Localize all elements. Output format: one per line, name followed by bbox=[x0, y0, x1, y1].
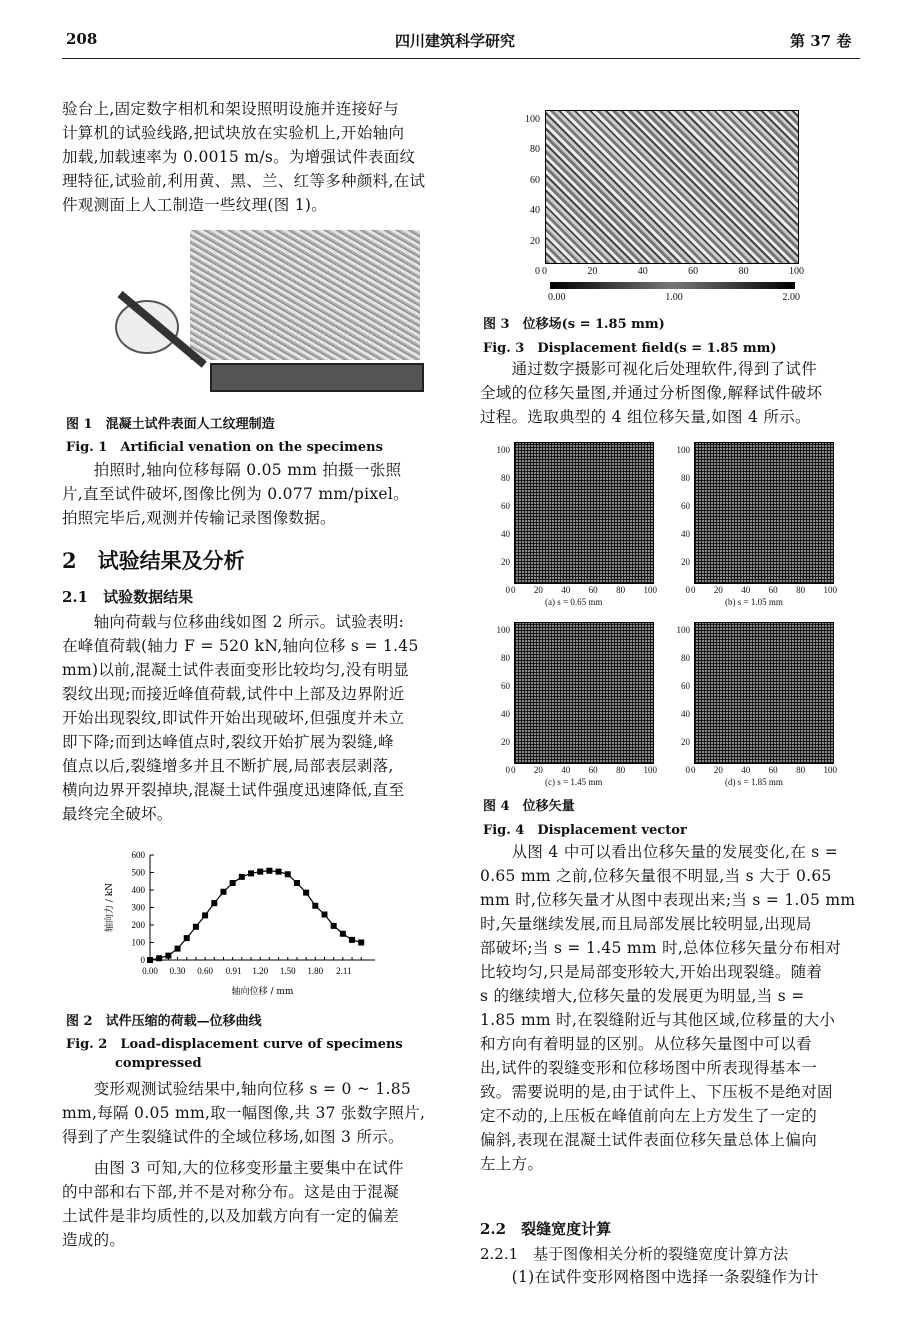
tick-label: 0 bbox=[505, 765, 510, 775]
data-point bbox=[175, 946, 181, 952]
tick-label: 80 bbox=[616, 765, 626, 775]
tick-label: 0 bbox=[685, 765, 690, 775]
page-number: 208 bbox=[66, 30, 98, 48]
text-line: 拍照完毕后,观测并传输记录图像数据。 bbox=[62, 509, 336, 527]
data-point bbox=[294, 880, 300, 886]
tick-label: 40 bbox=[637, 266, 648, 277]
data-point bbox=[193, 924, 199, 930]
vector-panel bbox=[490, 620, 660, 800]
x-ticks bbox=[691, 585, 837, 595]
tick-label: 20 bbox=[533, 585, 543, 595]
text-line: 0.65 mm 之前,位移矢量很不明显,当 s 大于 0.65 bbox=[480, 867, 832, 885]
x-tick-label: 0.00 bbox=[142, 966, 158, 976]
tick-label: 80 bbox=[796, 585, 806, 595]
panel-subcaption: (c) s = 1.45 mm bbox=[545, 777, 603, 787]
data-point bbox=[230, 880, 236, 886]
text-line: 由图 3 可知,大的位移变形量主要集中在试件 bbox=[62, 1159, 404, 1177]
data-point bbox=[358, 940, 364, 946]
text-line: (1)在试件变形网格图中选择一条裂缝作为计 bbox=[480, 1268, 819, 1286]
tick-label: 40 bbox=[561, 585, 571, 595]
fig3-yticks bbox=[520, 105, 540, 287]
data-point bbox=[349, 937, 355, 943]
y-tick-label: 300 bbox=[131, 902, 145, 913]
x-tick-label: 2.11 bbox=[336, 966, 352, 976]
text-line: 比较均匀,只是局部变形较大,开始出现裂缝。随着 bbox=[480, 963, 823, 981]
right-paragraph-2 bbox=[480, 840, 855, 1176]
panel-subcaption: (d) s = 1.85 mm bbox=[725, 777, 783, 787]
data-point bbox=[220, 889, 226, 895]
text-line: 理特征,试验前,利用黄、黑、兰、红等多种颜料,在试 bbox=[62, 172, 426, 190]
y-tick-label: 100 bbox=[131, 937, 145, 948]
tick-label: 80 bbox=[796, 765, 806, 775]
fig3-colorbar bbox=[550, 282, 795, 289]
text-line: 致。需要说明的是,由于试件上、下压板不是绝对固 bbox=[480, 1083, 833, 1101]
tick-label: 20 bbox=[713, 585, 723, 595]
data-point bbox=[303, 890, 309, 896]
tick-label: 60 bbox=[588, 765, 598, 775]
tick-label: 20 bbox=[501, 737, 510, 747]
vector-panel bbox=[670, 440, 840, 620]
tick-label: 100 bbox=[643, 765, 657, 775]
text-line: 得到了产生裂缝试件的全域位移场,如图 3 所示。 bbox=[62, 1128, 404, 1146]
left-paragraph-4 bbox=[62, 1077, 425, 1149]
text-line: 出,试件的裂缝变形和位移场图中所表现得基本一 bbox=[480, 1059, 818, 1077]
vector-panel bbox=[490, 440, 660, 620]
x-ticks bbox=[691, 765, 837, 775]
text-line: 和方向有着明显的区别。从位移矢量图中可以看 bbox=[480, 1035, 812, 1053]
text-line: 横向边界开裂掉块,混凝土试件强度迅速降低,直至 bbox=[62, 781, 405, 799]
text-line: s 的继续增大,位移矢量的发展更为明显,当 s = bbox=[480, 987, 805, 1005]
displacement-field-image bbox=[545, 110, 799, 264]
tick-label: 0 bbox=[511, 585, 516, 595]
tick-label: 40 bbox=[681, 529, 690, 539]
tick-label: 20 bbox=[713, 765, 723, 775]
text-line: 开始出现裂纹,即试件开始出现破坏,但强度并未立 bbox=[62, 709, 405, 727]
tick-label: 20 bbox=[530, 235, 540, 247]
text-line: 从图 4 中可以看出位移矢量的发展变化,在 s = bbox=[480, 843, 839, 861]
tick-label: 60 bbox=[768, 765, 778, 775]
text-line: 计算机的试验线路,把试块放在实验机上,开始轴向 bbox=[62, 124, 405, 142]
panel-subcaption: (b) s = 1.05 mm bbox=[725, 597, 783, 607]
data-point bbox=[331, 923, 337, 929]
y-tick-label: 400 bbox=[131, 885, 145, 895]
text-line: 1.85 mm 时,在裂缝附近与其他区域,位移量的大小 bbox=[480, 1011, 836, 1029]
text-line: 轴向荷载与位移曲线如图 2 所示。试验表明: bbox=[62, 613, 405, 631]
tick-label: 60 bbox=[688, 266, 699, 277]
figure-3-caption-en: Fig. 3 Displacement field(s = 1.85 mm) bbox=[483, 341, 777, 356]
data-point bbox=[147, 957, 153, 963]
vector-plot bbox=[694, 442, 834, 584]
text-line: 过程。选取典型的 4 组位移矢量,如图 4 所示。 bbox=[480, 408, 811, 426]
tick-label: 80 bbox=[501, 473, 510, 483]
data-point bbox=[276, 869, 282, 875]
left-paragraph-3 bbox=[62, 610, 419, 826]
figure-3-caption-cn: 图 3 位移场(s = 1.85 mm) bbox=[483, 317, 665, 332]
figure-4 bbox=[490, 440, 840, 790]
tick-label: 20 bbox=[681, 557, 690, 567]
tick-label: 80 bbox=[530, 144, 540, 156]
y-tick-label: 200 bbox=[131, 920, 145, 930]
right-paragraph-3 bbox=[480, 1265, 819, 1289]
tick-label: 0 bbox=[542, 266, 547, 277]
figure-4-caption-cn: 图 4 位移矢量 bbox=[483, 799, 575, 814]
tick-label: 20 bbox=[501, 557, 510, 567]
x-axis-label: 轴向位移 / mm bbox=[231, 987, 294, 997]
tick-label: 80 bbox=[681, 473, 690, 483]
section-2-1-heading: 2.1 试验数据结果 bbox=[62, 588, 194, 606]
panel-subcaption: (a) s = 0.65 mm bbox=[545, 597, 603, 607]
text-line: 部破坏;当 s = 1.45 mm 时,总体位移矢量分布相对 bbox=[480, 939, 842, 957]
text-line: 裂纹出现;而接近峰值荷载,试件中上部及边界附近 bbox=[62, 685, 405, 703]
text-line: 的中部和右下部,并不是对称分布。这是由于混凝 bbox=[62, 1183, 400, 1201]
tick-label: 80 bbox=[501, 653, 510, 663]
tick-label: 100 bbox=[788, 266, 804, 277]
tick-label: 40 bbox=[681, 709, 690, 719]
text-line: 偏斜,表现在混凝土试件表面位移矢量总体上偏向 bbox=[480, 1131, 818, 1149]
figure-2-chart bbox=[90, 845, 390, 1010]
y-tick-label: 600 bbox=[131, 850, 145, 860]
tick-label: 0 bbox=[505, 585, 510, 595]
y-ticks bbox=[490, 616, 510, 784]
data-point bbox=[184, 935, 190, 941]
text-line: 即下降;而到达峰值点时,裂纹开始扩展为裂缝,峰 bbox=[62, 733, 394, 751]
text-line: 验台上,固定数字相机和架设照明设施并连接好与 bbox=[62, 100, 400, 118]
vector-panel bbox=[670, 620, 840, 800]
tick-label: 60 bbox=[530, 174, 540, 186]
tick-label: 2.00 bbox=[782, 292, 800, 303]
figure-3 bbox=[520, 100, 820, 310]
tick-label: 0 bbox=[691, 765, 696, 775]
tick-label: 100 bbox=[525, 114, 540, 125]
tick-label: 0 bbox=[685, 585, 690, 595]
y-tick-label: 500 bbox=[131, 867, 145, 878]
tick-label: 40 bbox=[501, 529, 510, 539]
section-2-heading: 2 试验结果及分析 bbox=[62, 548, 245, 573]
data-point bbox=[239, 874, 245, 880]
y-ticks bbox=[670, 436, 690, 604]
data-point bbox=[340, 931, 346, 937]
tick-label: 100 bbox=[496, 445, 510, 455]
tick-label: 40 bbox=[501, 709, 510, 719]
tick-label: 0 bbox=[691, 585, 696, 595]
tick-label: 20 bbox=[587, 266, 598, 277]
tick-label: 100 bbox=[823, 585, 837, 595]
tick-label: 80 bbox=[681, 653, 690, 663]
figure-1-image bbox=[110, 230, 330, 405]
data-point bbox=[248, 870, 254, 876]
tick-label: 80 bbox=[616, 585, 626, 595]
vector-plot bbox=[514, 442, 654, 584]
data-point bbox=[312, 903, 318, 909]
tick-label: 0.00 bbox=[548, 292, 566, 303]
text-line: 加载,加载速率为 0.0015 m/s。为增强试件表面纹 bbox=[62, 148, 416, 166]
x-ticks bbox=[511, 585, 657, 595]
figure-2-caption-en-1: Fig. 2 Load-displacement curve of specimens bbox=[66, 1037, 403, 1052]
y-ticks bbox=[490, 436, 510, 604]
section-2-2-heading: 2.2 裂缝宽度计算 bbox=[480, 1220, 612, 1238]
x-tick-label: 1.20 bbox=[252, 966, 269, 976]
tick-label: 60 bbox=[501, 681, 510, 691]
tick-label: 100 bbox=[823, 765, 837, 775]
tick-label: 60 bbox=[768, 585, 778, 595]
section-2-2-1-heading: 2.2.1 基于图像相关分析的裂缝宽度计算方法 bbox=[480, 1245, 789, 1263]
text-line: 左上方。 bbox=[480, 1155, 544, 1173]
text-line: 片,直至试件破坏,图像比例为 0.077 mm/pixel。 bbox=[62, 485, 409, 503]
tick-label: 40 bbox=[530, 205, 540, 217]
tick-label: 20 bbox=[681, 737, 690, 747]
x-tick-label: 0.30 bbox=[169, 966, 186, 976]
left-paragraph-2 bbox=[62, 458, 409, 530]
x-tick-label: 1.50 bbox=[279, 966, 296, 976]
tick-label: 0 bbox=[535, 266, 540, 278]
figure-4-caption-en: Fig. 4 Displacement vector bbox=[483, 823, 687, 838]
journal-name: 四川建筑科学研究 bbox=[395, 32, 516, 50]
text-line: 全域的位移矢量图,并通过分析图像,解释试件破坏 bbox=[480, 384, 823, 402]
data-point bbox=[165, 953, 171, 959]
tick-label: 80 bbox=[738, 266, 749, 277]
text-line: 件观测面上人工制造一些纹理(图 1)。 bbox=[62, 196, 328, 214]
data-point bbox=[156, 955, 162, 961]
text-line: 造成的。 bbox=[62, 1231, 126, 1249]
text-line: 最终完全破坏。 bbox=[62, 805, 173, 823]
text-line: 通过数字摄影可视化后处理软件,得到了试件 bbox=[480, 360, 818, 378]
fig3-colorbar-labels bbox=[548, 292, 800, 303]
tick-label: 100 bbox=[643, 585, 657, 595]
tick-label: 60 bbox=[681, 681, 690, 691]
data-point bbox=[211, 900, 217, 906]
vector-plot bbox=[514, 622, 654, 764]
x-ticks bbox=[511, 765, 657, 775]
data-point bbox=[321, 912, 327, 918]
left-paragraph-1 bbox=[62, 97, 425, 217]
x-tick-label: 0.60 bbox=[197, 966, 213, 976]
text-line: 在峰值荷载(轴力 F = 520 kN,轴向位移 s = 1.45 bbox=[62, 637, 419, 655]
tick-label: 60 bbox=[588, 585, 598, 595]
text-line: 变形观测试验结果中,轴向位移 s = 0 ~ 1.85 bbox=[62, 1080, 412, 1098]
text-line: 拍照时,轴向位移每隔 0.05 mm 拍摄一张照 bbox=[62, 461, 402, 479]
figure-2-caption-cn: 图 2 试件压缩的荷载—位移曲线 bbox=[66, 1014, 262, 1029]
right-paragraph-1 bbox=[480, 357, 822, 429]
tick-label: 0 bbox=[511, 765, 516, 775]
text-line: mm)以前,混凝土试件表面变形比较均匀,没有明显 bbox=[62, 661, 409, 679]
x-tick-label: 1.80 bbox=[307, 966, 324, 976]
vector-plot bbox=[694, 622, 834, 764]
series-line bbox=[150, 871, 361, 960]
data-point bbox=[202, 912, 208, 918]
text-line: 值点以后,裂缝增多并且不断扩展,局部表层剥落, bbox=[62, 757, 394, 775]
text-line: mm,每隔 0.05 mm,取一幅图像,共 37 张数字照片, bbox=[62, 1104, 426, 1122]
data-point bbox=[285, 871, 291, 877]
text-line: mm 时,位移矢量才从图中表现出来;当 s = 1.05 mm bbox=[480, 891, 856, 909]
tick-label: 60 bbox=[501, 501, 510, 511]
tick-label: 100 bbox=[496, 625, 510, 635]
left-paragraph-5 bbox=[62, 1156, 404, 1252]
tick-label: 40 bbox=[561, 765, 571, 775]
data-point bbox=[257, 869, 263, 875]
x-tick-label: 0.91 bbox=[225, 966, 242, 976]
figure-1-caption-en: Fig. 1 Artificial venation on the specimens bbox=[66, 440, 383, 455]
text-line: 土试件是非均质性的,以及加载方向有一定的偏差 bbox=[62, 1207, 400, 1225]
tick-label: 20 bbox=[533, 765, 543, 775]
tick-label: 100 bbox=[676, 445, 690, 455]
y-ticks bbox=[670, 616, 690, 784]
volume: 第 37 卷 bbox=[790, 32, 852, 50]
figure-2-caption-en-2: compressed bbox=[115, 1056, 202, 1071]
figure-1-caption-cn: 图 1 混凝土试件表面人工纹理制造 bbox=[66, 417, 275, 432]
text-line: 定不动的,上压板在峰值前向左上方发生了一定的 bbox=[480, 1107, 818, 1125]
tick-label: 40 bbox=[741, 765, 751, 775]
tick-label: 100 bbox=[676, 625, 690, 635]
text-line: 时,矢量继续发展,而且局部发展比较明显,出现局 bbox=[480, 915, 812, 933]
tick-label: 40 bbox=[741, 585, 751, 595]
y-tick-label: 0 bbox=[140, 955, 145, 965]
header-rule bbox=[62, 58, 860, 59]
fig3-xticks bbox=[542, 266, 804, 277]
tick-label: 1.00 bbox=[665, 292, 683, 303]
tick-label: 60 bbox=[681, 501, 690, 511]
y-axis-label: 轴向力 / kN bbox=[105, 882, 115, 933]
data-point bbox=[266, 868, 272, 874]
